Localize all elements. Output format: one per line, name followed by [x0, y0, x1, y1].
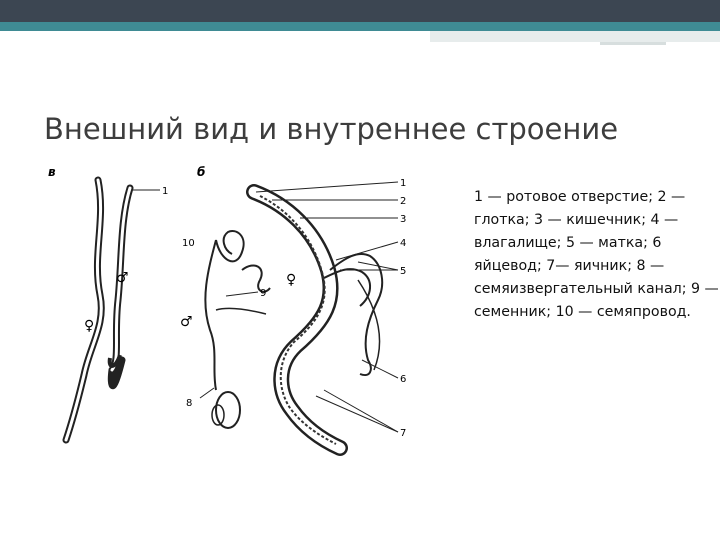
legend-text: 1 — ротовое отверстие; 2 — глотка; 3 — кишечник; 4 — влагалище; 5 — матка; 6 яйцевод; 7— яичник; 8 — семяизвергательный канал; 9 — семенник; 10 — семяпровод.	[474, 189, 719, 320]
header-teal-bar	[0, 22, 720, 31]
header-light-bar	[430, 31, 720, 42]
panel-a-label: в	[48, 165, 56, 179]
panel-b-label: б	[197, 165, 206, 179]
leader-line-9	[226, 292, 258, 296]
female-symbol-external: ♀	[84, 318, 95, 334]
roundworm-figure	[40, 160, 420, 460]
header-dark-bar	[0, 0, 720, 22]
label-10: 10	[182, 238, 195, 249]
sperm-duct	[216, 308, 266, 314]
slide-title: Внешний вид и внутреннее строение	[44, 112, 619, 146]
label-8: 8	[186, 398, 193, 409]
male-symbol-dissected: ♂	[180, 314, 193, 330]
label-1: 1	[400, 178, 407, 189]
label-4: 4	[400, 238, 407, 249]
worm-external-female	[66, 180, 101, 440]
testis-tube	[205, 240, 216, 390]
label-7: 7	[400, 428, 407, 439]
label-9: 9	[260, 288, 267, 299]
leader-line-8	[200, 388, 214, 398]
label-2: 2	[400, 196, 407, 207]
label-1-external: 1	[162, 186, 169, 197]
label-3: 3	[400, 214, 407, 225]
ejaculatory-canal	[216, 392, 240, 428]
female-symbol-dissected: ♀	[286, 272, 297, 288]
male-symbol: ♂	[116, 270, 129, 286]
label-5: 5	[400, 266, 407, 277]
label-6: 6	[400, 374, 407, 385]
header-accent-line	[600, 42, 666, 45]
